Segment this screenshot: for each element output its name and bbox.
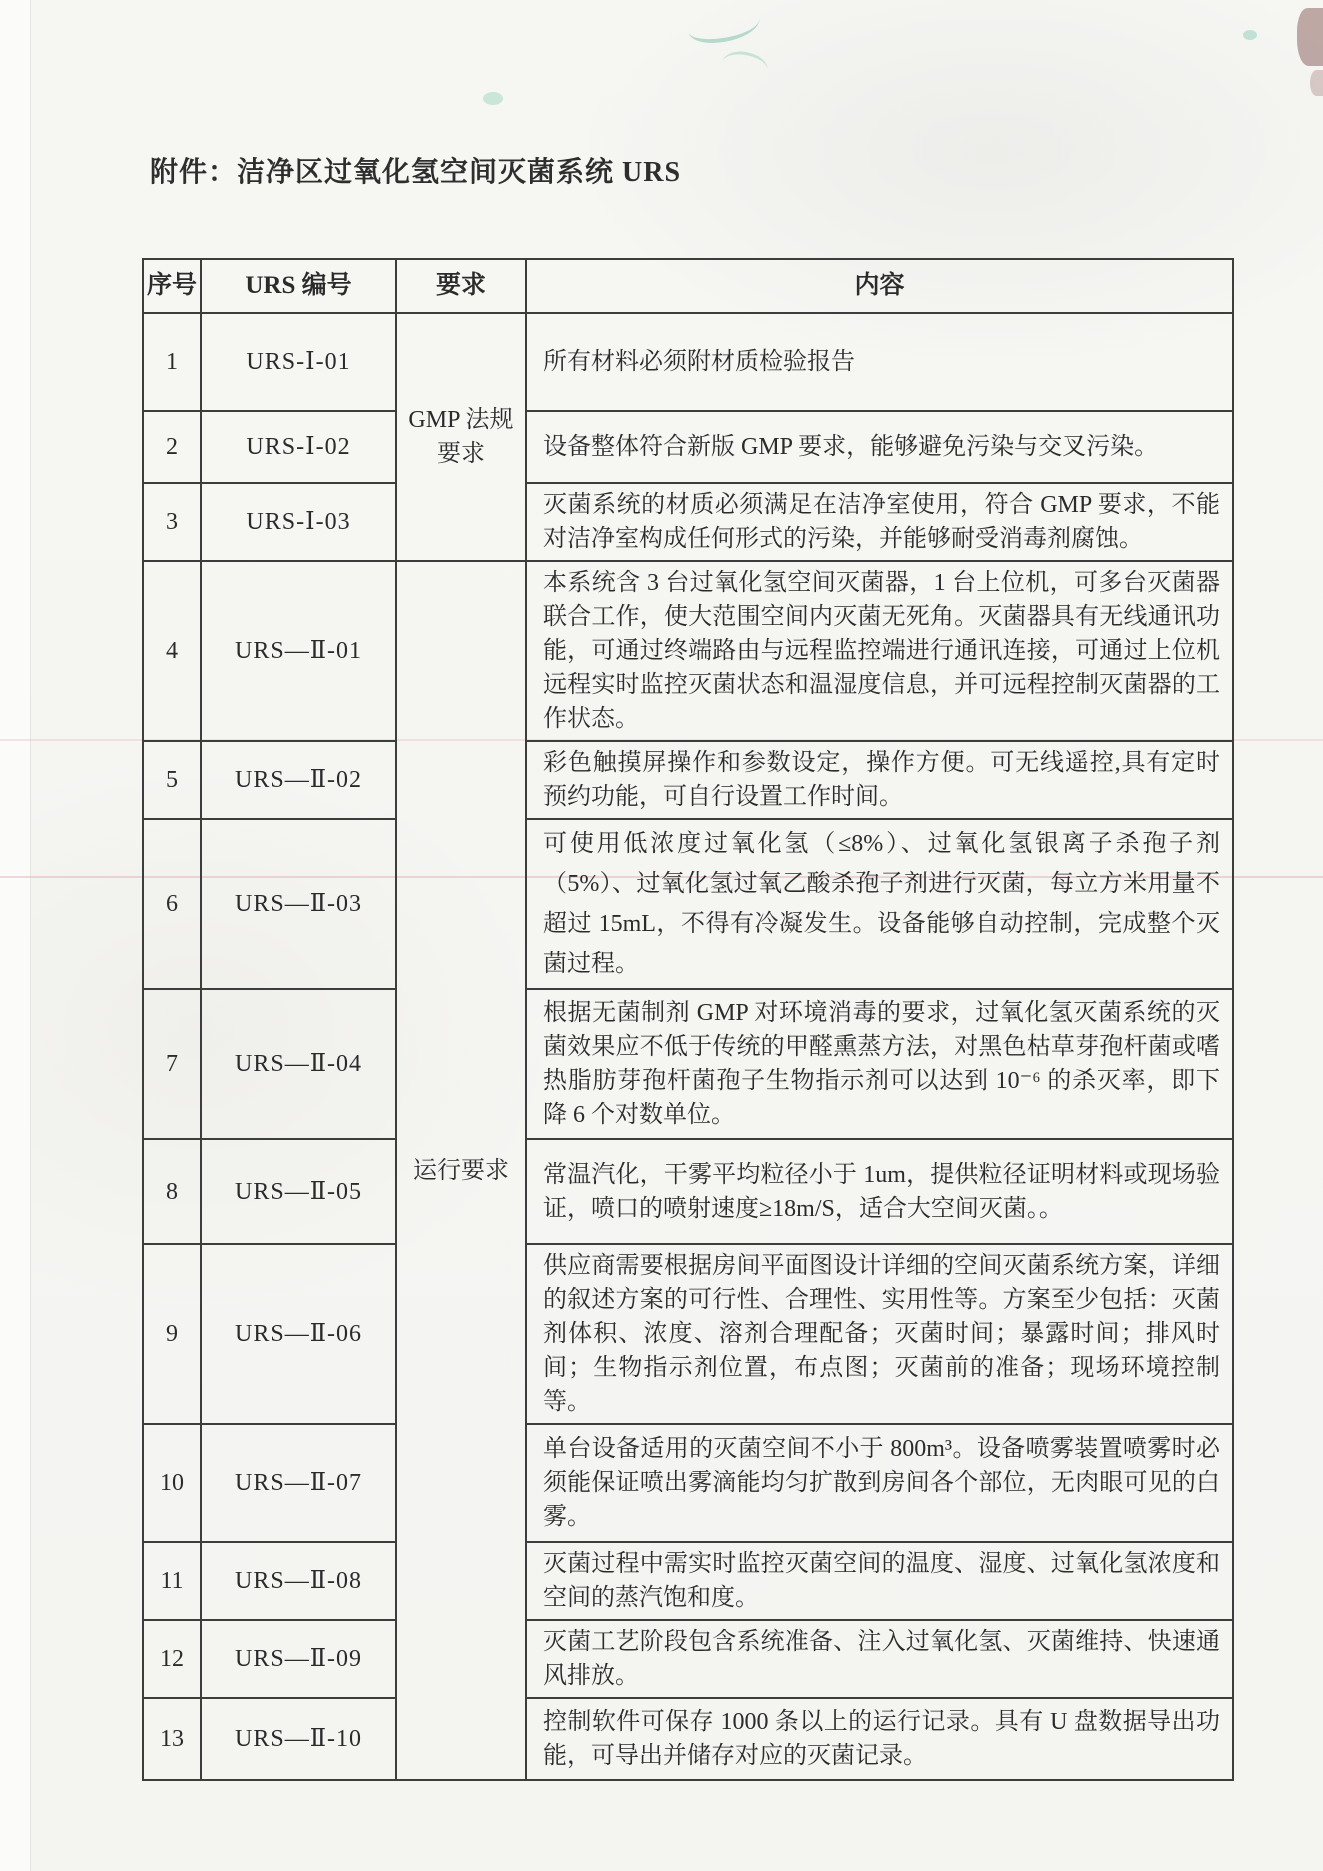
scan-artifact-green-mark xyxy=(686,4,761,45)
scan-artifact-green-mark xyxy=(483,92,503,105)
cell-urs-code: URS—Ⅱ-10 xyxy=(201,1698,396,1780)
scan-artifact-corner-smudge xyxy=(1297,8,1323,66)
header-index: 序号 xyxy=(143,259,201,313)
cell-content: 根据无菌制剂 GMP 对环境消毒的要求，过氧化氢灭菌系统的灭菌效果应不低于传统的甲醛熏蒸方法，对黑色枯草芽孢杆菌或嗜热脂肪芽孢杆菌孢子生物指示剂可以达到 10⁻⁶ 的杀灭率，即下降 6 个对数单位。 xyxy=(526,989,1233,1139)
cell-urs-code: URS—Ⅱ-03 xyxy=(201,819,396,989)
cell-urs-code: URS-Ⅰ-03 xyxy=(201,483,396,561)
scan-artifact-corner-smudge xyxy=(1310,70,1323,96)
cell-urs-code: URS—Ⅱ-02 xyxy=(201,741,396,819)
cell-content: 设备整体符合新版 GMP 要求，能够避免污染与交叉污染。 xyxy=(526,411,1233,483)
urs-requirements-table xyxy=(142,258,1234,1781)
table-header xyxy=(143,259,1233,313)
cell-urs-code: URS-Ⅰ-02 xyxy=(201,411,396,483)
cell-content: 本系统含 3 台过氧化氢空间灭菌器，1 台上位机，可多台灭菌器联合工作，使大范围空间内灭菌无死角。灭菌器具有无线通讯功能，可通过终端路由与远程监控端进行通讯连接，可通过上位机远程实时监控灭菌状态和温湿度信息，并可远程控制灭菌器的工作状态。 xyxy=(526,561,1233,741)
cell-content: 常温汽化，干雾平均粒径小于 1um，提供粒径证明材料或现场验证，喷口的喷射速度≥18m/S，适合大空间灭菌。。 xyxy=(526,1139,1233,1244)
cell-urs-code: URS—Ⅱ-08 xyxy=(201,1542,396,1620)
cell-content: 灭菌过程中需实时监控灭菌空间的温度、湿度、过氧化氢浓度和空间的蒸汽饱和度。 xyxy=(526,1542,1233,1620)
header-content: 内容 xyxy=(526,259,1233,313)
cell-content: 所有材料必须附材质检验报告 xyxy=(526,313,1233,411)
table-row xyxy=(143,819,1233,989)
cell-content: 控制软件可保存 1000 条以上的运行记录。具有 U 盘数据导出功能，可导出并储存对应的灭菌记录。 xyxy=(526,1698,1233,1780)
table-row xyxy=(143,1542,1233,1620)
scanner-edge-strip xyxy=(0,0,31,1871)
cell-content: 单台设备适用的灭菌空间不小于 800m³。设备喷雾装置喷雾时必须能保证喷出雾滴能均匀扩散到房间各个部位，无肉眼可见的白雾。 xyxy=(526,1424,1233,1542)
header-requirement: 要求 xyxy=(396,259,526,313)
header-row xyxy=(143,259,1233,313)
cell-content: 灭菌工艺阶段包含系统准备、注入过氧化氢、灭菌维持、快速通风排放。 xyxy=(526,1620,1233,1698)
cell-urs-code: URS—Ⅱ-07 xyxy=(201,1424,396,1542)
cell-index: 11 xyxy=(143,1542,201,1620)
cell-content: 彩色触摸屏操作和参数设定，操作方便。可无线遥控,具有定时预约功能，可自行设置工作时间。 xyxy=(526,741,1233,819)
table-row xyxy=(143,1424,1233,1542)
cell-requirement-group-gmp: GMP 法规要求 xyxy=(396,313,526,561)
cell-urs-code: URS—Ⅱ-04 xyxy=(201,989,396,1139)
cell-index: 6 xyxy=(143,819,201,989)
cell-content: 灭菌系统的材质必须满足在洁净室使用，符合 GMP 要求，不能对洁净室构成任何形式的污染，并能够耐受消毒剂腐蚀。 xyxy=(526,483,1233,561)
table-row xyxy=(143,989,1233,1139)
cell-index: 1 xyxy=(143,313,201,411)
cell-index: 12 xyxy=(143,1620,201,1698)
table-row xyxy=(143,411,1233,483)
attachment-title: 附件：洁净区过氧化氢空间灭菌系统 URS xyxy=(150,157,682,188)
cell-index: 4 xyxy=(143,561,201,741)
cell-index: 5 xyxy=(143,741,201,819)
table-row xyxy=(143,1244,1233,1424)
table-row xyxy=(143,1139,1233,1244)
cell-content: 供应商需要根据房间平面图设计详细的空间灭菌系统方案，详细的叙述方案的可行性、合理性、实用性等。方案至少包括：灭菌剂体积、浓度、溶剂合理配备；灭菌时间；暴露时间；排风时间；生物指示剂位置，布点图；灭菌前的准备；现场环境控制等。 xyxy=(526,1244,1233,1424)
table-row xyxy=(143,313,1233,411)
scan-artifact-green-mark xyxy=(1243,30,1257,40)
cell-urs-code: URS—Ⅱ-01 xyxy=(201,561,396,741)
cell-index: 8 xyxy=(143,1139,201,1244)
table-row xyxy=(143,741,1233,819)
table-row xyxy=(143,1620,1233,1698)
table-row xyxy=(143,561,1233,741)
table-row xyxy=(143,1698,1233,1780)
cell-urs-code: URS—Ⅱ-06 xyxy=(201,1244,396,1424)
cell-index: 9 xyxy=(143,1244,201,1424)
scan-artifact-green-mark xyxy=(720,49,770,84)
cell-content: 可使用低浓度过氧化氢（≤8%）、过氧化氢银离子杀孢子剂（5%）、过氧化氢过氧乙酸杀孢子剂进行灭菌，每立方米用量不超过 15mL，不得有冷凝发生。设备能够自动控制，完成整个灭菌过程。 xyxy=(526,819,1233,989)
cell-index: 2 xyxy=(143,411,201,483)
cell-requirement-group-operation: 运行要求 xyxy=(396,561,526,1780)
cell-index: 10 xyxy=(143,1424,201,1542)
cell-index: 7 xyxy=(143,989,201,1139)
cell-urs-code: URS—Ⅱ-09 xyxy=(201,1620,396,1698)
cell-index: 3 xyxy=(143,483,201,561)
table-row xyxy=(143,483,1233,561)
cell-urs-code: URS-Ⅰ-01 xyxy=(201,313,396,411)
cell-index: 13 xyxy=(143,1698,201,1780)
cell-urs-code: URS—Ⅱ-05 xyxy=(201,1139,396,1244)
header-code: URS 编号 xyxy=(201,259,396,313)
